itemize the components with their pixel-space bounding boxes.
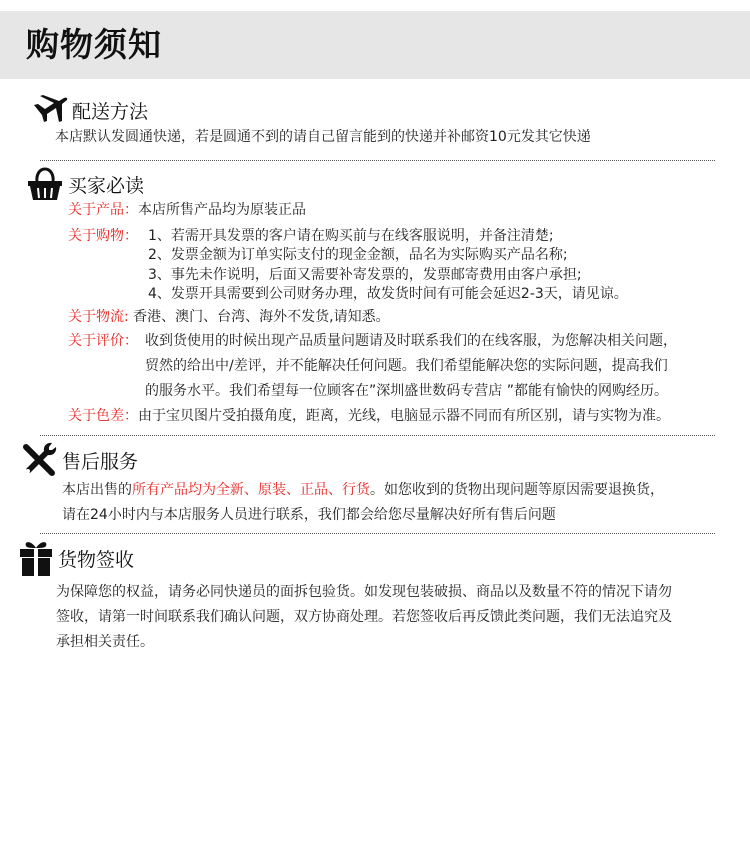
color-text: 由于宝贝图片受拍摄角度，距离，光线，电脑显示器不同而有所区别，请与实物为准。 xyxy=(138,408,670,424)
review-label: 关于评价： xyxy=(68,333,138,349)
purchase-item: 4、发票开具需要到公司财务办理，故发货时间有可能会延迟2-3天，请见谅。 xyxy=(148,286,628,302)
airplane-icon xyxy=(32,95,68,129)
color-row xyxy=(68,406,670,426)
aftersale-title: 售后服务 xyxy=(62,451,139,473)
receipt-section-header xyxy=(18,538,134,582)
gift-icon xyxy=(18,538,54,582)
logistics-row xyxy=(68,307,390,327)
products-label: 关于产品： xyxy=(68,202,138,218)
purchase-label: 关于购物： xyxy=(68,228,138,244)
aftersale-text-pre: 本店出售的 xyxy=(62,482,132,498)
page-title: 购物须知 xyxy=(26,25,162,64)
review-line: 收到货使用的时候出现产品质量问题请及时联系我们的在线客服，为您解决相关问题， xyxy=(145,333,677,349)
purchase-item: 3、事先未作说明，后面又需要补寄发票的，发票邮寄费用由客户承担; xyxy=(148,267,582,283)
shipping-text: 本店默认发圆通快递，若是圆通不到的请自己留言能到的快递并补邮资10元发其它快递 xyxy=(55,129,591,145)
shipping-title: 配送方法 xyxy=(72,101,149,123)
purchase-item: 1、若需开具发票的客户请在购买前与在线客服说明，并备注清楚; xyxy=(148,228,554,244)
header-banner xyxy=(0,11,750,79)
review-line: 贸然的给出中/差评，并不能解决任何问题。我们希望能解决您的实际问题，提高我们 xyxy=(145,358,668,374)
logistics-label: 关于物流: xyxy=(68,309,129,325)
purchase-item: 2、发票金额为订单实际支付的现金金额，品名为实际购买产品名称; xyxy=(148,247,568,263)
receipt-line: 承担相关责任。 xyxy=(56,634,154,650)
aftersale-section-header xyxy=(20,441,138,483)
review-line: 的服务水平。我们希望每一位顾客在”深圳盛世数码专营店 ”都能有愉快的网购经历。 xyxy=(145,383,668,399)
tools-icon xyxy=(20,441,58,483)
logistics-text: 香港、澳门、台湾、海外不发货,请知悉。 xyxy=(128,309,390,325)
aftersale-line: 请在24小时内与本店服务人员进行联系，我们都会给您尽量解决好所有售后问题 xyxy=(62,507,556,523)
shopping-basket-icon xyxy=(26,166,64,206)
receipt-title: 货物签收 xyxy=(58,549,135,571)
aftersale-highlight: 所有产品均为全新、原装、正品、行货 xyxy=(132,482,370,498)
receipt-line: 为保障您的权益，请务必同快递员的面拆包验货。如发现包装破损、商品以及数量不符的情况下请勿 xyxy=(56,584,672,600)
receipt-line: 签收，请第一时间联系我们确认问题，双方协商处理。若您签收后再反馈此类问题，我们无法追究及 xyxy=(56,609,672,625)
products-text: 本店所售产品均为原装正品 xyxy=(138,202,306,218)
divider xyxy=(40,160,715,161)
divider xyxy=(40,435,715,436)
buyer-title: 买家必读 xyxy=(68,175,145,197)
products-row xyxy=(68,200,306,220)
aftersale-text-post: 。如您收到的货物出现问题等原因需要退换货， xyxy=(370,482,664,498)
divider xyxy=(40,533,715,534)
aftersale-line xyxy=(62,480,664,500)
shipping-section-header xyxy=(32,95,148,129)
color-label: 关于色差： xyxy=(68,408,138,424)
